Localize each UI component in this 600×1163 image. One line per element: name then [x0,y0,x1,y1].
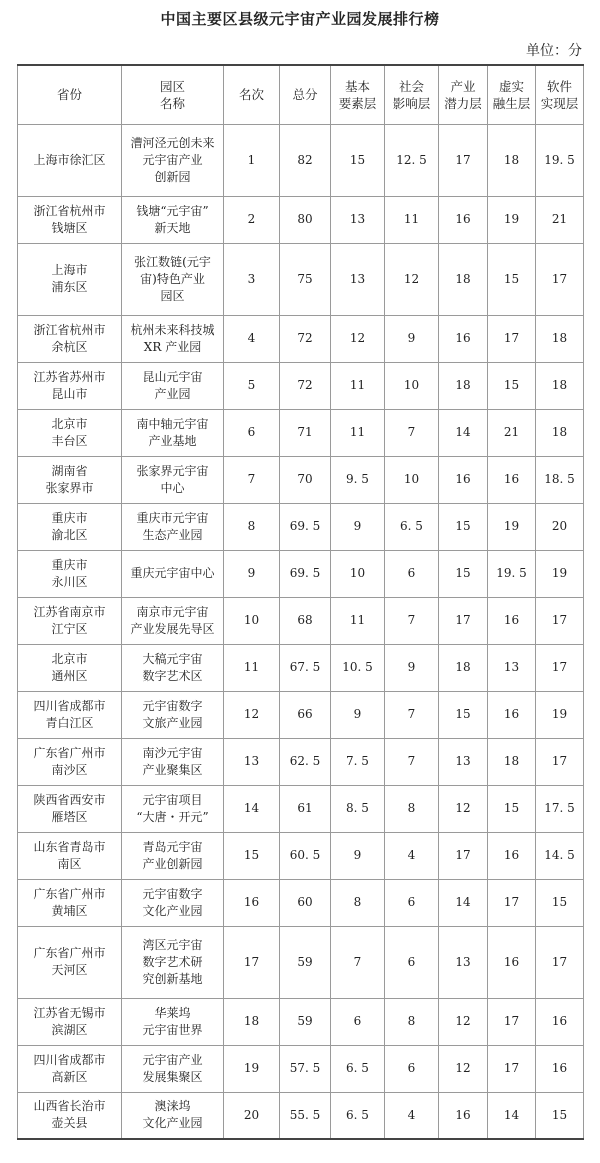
virtual-real-cell: 16 [488,597,536,644]
industry-potential-cell: 15 [439,691,488,738]
rank-cell: 15 [224,832,280,879]
industry-potential-cell: 18 [439,644,488,691]
park-name-cell: 南中轴元宇宙 产业基地 [122,409,224,456]
basic-elements-cell: 6. 5 [331,1045,385,1092]
industry-potential-cell: 18 [439,243,488,315]
software-cell: 16 [536,998,584,1045]
industry-potential-cell: 15 [439,503,488,550]
virtual-real-cell: 18 [488,124,536,196]
table-row [18,1092,584,1139]
total-score-cell: 69. 5 [280,550,331,597]
industry-potential-cell: 13 [439,926,488,998]
social-impact-cell: 9 [385,315,439,362]
software-cell: 19. 5 [536,124,584,196]
basic-elements-cell: 6 [331,998,385,1045]
basic-elements-cell: 11 [331,597,385,644]
park-name-cell: 澳涞坞 文化产业园 [122,1092,224,1139]
virtual-real-cell: 16 [488,691,536,738]
province-cell: 江苏省南京市 江宁区 [18,597,122,644]
header-social-impact: 社会 影响层 [385,65,439,124]
rank-cell: 19 [224,1045,280,1092]
total-score-cell: 72 [280,362,331,409]
total-score-cell: 55. 5 [280,1092,331,1139]
virtual-real-cell: 21 [488,409,536,456]
rank-cell: 9 [224,550,280,597]
software-cell: 15 [536,1092,584,1139]
table-row [18,879,584,926]
province-cell: 四川省成都市 高新区 [18,1045,122,1092]
social-impact-cell: 7 [385,597,439,644]
total-score-cell: 66 [280,691,331,738]
rank-cell: 14 [224,785,280,832]
basic-elements-cell: 7 [331,926,385,998]
park-name-cell: 重庆元宇宙中心 [122,550,224,597]
province-cell: 重庆市 渝北区 [18,503,122,550]
industry-potential-cell: 15 [439,550,488,597]
header-industry-potential: 产业 潜力层 [439,65,488,124]
virtual-real-cell: 16 [488,456,536,503]
header-total-score: 总分 [280,65,331,124]
table-row [18,738,584,785]
park-name-cell: 青岛元宇宙 产业创新园 [122,832,224,879]
basic-elements-cell: 9 [331,691,385,738]
unit-label: 单位：分 [526,43,582,59]
park-name-cell: 张江数链(元宇 宙)特色产业 园区 [122,243,224,315]
industry-potential-cell: 17 [439,124,488,196]
rank-cell: 2 [224,196,280,243]
basic-elements-cell: 13 [331,243,385,315]
social-impact-cell: 10 [385,456,439,503]
park-name-cell: 钱塘“元宇宙” 新天地 [122,196,224,243]
total-score-cell: 82 [280,124,331,196]
table-row [18,456,584,503]
basic-elements-cell: 11 [331,362,385,409]
virtual-real-cell: 16 [488,832,536,879]
header-park-name: 园区 名称 [122,65,224,124]
industry-potential-cell: 12 [439,1045,488,1092]
software-cell: 17 [536,644,584,691]
table-row [18,315,584,362]
rank-cell: 5 [224,362,280,409]
industry-potential-cell: 16 [439,315,488,362]
industry-potential-cell: 12 [439,785,488,832]
basic-elements-cell: 7. 5 [331,738,385,785]
rank-cell: 4 [224,315,280,362]
park-name-cell: 湾区元宇宙 数字艺术研 究创新基地 [122,926,224,998]
table-row [18,243,584,315]
header-rank: 名次 [224,65,280,124]
rank-cell: 7 [224,456,280,503]
park-name-cell: 重庆市元宇宙 生态产业园 [122,503,224,550]
social-impact-cell: 4 [385,1092,439,1139]
total-score-cell: 59 [280,998,331,1045]
total-score-cell: 69. 5 [280,503,331,550]
software-cell: 18 [536,409,584,456]
software-cell: 15 [536,879,584,926]
total-score-cell: 80 [280,196,331,243]
table-row [18,832,584,879]
province-cell: 上海市 浦东区 [18,243,122,315]
total-score-cell: 61 [280,785,331,832]
social-impact-cell: 8 [385,785,439,832]
social-impact-cell: 10 [385,362,439,409]
province-cell: 山东省青岛市 南区 [18,832,122,879]
total-score-cell: 67. 5 [280,644,331,691]
province-cell: 四川省成都市 青白江区 [18,691,122,738]
software-cell: 20 [536,503,584,550]
park-name-cell: 南沙元宇宙 产业聚集区 [122,738,224,785]
virtual-real-cell: 15 [488,362,536,409]
social-impact-cell: 6 [385,550,439,597]
province-cell: 浙江省杭州市 钱塘区 [18,196,122,243]
social-impact-cell: 4 [385,832,439,879]
table-body [18,124,584,1139]
header-basic-elements: 基本 要素层 [331,65,385,124]
social-impact-cell: 6. 5 [385,503,439,550]
province-cell: 北京市 通州区 [18,644,122,691]
province-cell: 山西省长治市 壶关县 [18,1092,122,1139]
table-row [18,926,584,998]
software-cell: 21 [536,196,584,243]
rank-cell: 17 [224,926,280,998]
industry-potential-cell: 14 [439,879,488,926]
rank-cell: 6 [224,409,280,456]
park-name-cell: 漕河泾元创未来 元宇宙产业 创新园 [122,124,224,196]
industry-potential-cell: 16 [439,1092,488,1139]
industry-potential-cell: 17 [439,597,488,644]
social-impact-cell: 7 [385,738,439,785]
total-score-cell: 68 [280,597,331,644]
table-row [18,691,584,738]
header-virtual-real: 虚实 融生层 [488,65,536,124]
social-impact-cell: 11 [385,196,439,243]
header-row [18,65,584,124]
park-name-cell: 大稿元宇宙 数字艺术区 [122,644,224,691]
virtual-real-cell: 15 [488,785,536,832]
software-cell: 18 [536,362,584,409]
province-cell: 广东省广州市 天河区 [18,926,122,998]
province-cell: 上海市徐汇区 [18,124,122,196]
virtual-real-cell: 17 [488,998,536,1045]
province-cell: 湖南省 张家界市 [18,456,122,503]
virtual-real-cell: 16 [488,926,536,998]
page-title: 中国主要区县级元宇宙产业园发展排行榜 [160,10,440,28]
table-row [18,597,584,644]
table-row [18,362,584,409]
total-score-cell: 62. 5 [280,738,331,785]
table-row [18,124,584,196]
park-name-cell: 张家界元宇宙 中心 [122,456,224,503]
rank-cell: 18 [224,998,280,1045]
software-cell: 19 [536,691,584,738]
software-cell: 18. 5 [536,456,584,503]
virtual-real-cell: 17 [488,1045,536,1092]
basic-elements-cell: 13 [331,196,385,243]
social-impact-cell: 12 [385,243,439,315]
total-score-cell: 60 [280,879,331,926]
software-cell: 18 [536,315,584,362]
total-score-cell: 71 [280,409,331,456]
table-row [18,550,584,597]
province-cell: 江苏省无锡市 滨湖区 [18,998,122,1045]
total-score-cell: 57. 5 [280,1045,331,1092]
industry-potential-cell: 18 [439,362,488,409]
rank-cell: 16 [224,879,280,926]
header-software: 软件 实现层 [536,65,584,124]
social-impact-cell: 7 [385,691,439,738]
social-impact-cell: 12. 5 [385,124,439,196]
province-cell: 北京市 丰台区 [18,409,122,456]
province-cell: 重庆市 永川区 [18,550,122,597]
province-cell: 浙江省杭州市 余杭区 [18,315,122,362]
rank-cell: 10 [224,597,280,644]
rank-cell: 3 [224,243,280,315]
table-row [18,644,584,691]
social-impact-cell: 8 [385,998,439,1045]
social-impact-cell: 6 [385,1045,439,1092]
basic-elements-cell: 15 [331,124,385,196]
software-cell: 16 [536,1045,584,1092]
province-cell: 江苏省苏州市 昆山市 [18,362,122,409]
rank-cell: 20 [224,1092,280,1139]
rank-cell: 12 [224,691,280,738]
social-impact-cell: 9 [385,644,439,691]
basic-elements-cell: 8. 5 [331,785,385,832]
virtual-real-cell: 19 [488,503,536,550]
virtual-real-cell: 13 [488,644,536,691]
park-name-cell: 华莱坞 元宇宙世界 [122,998,224,1045]
park-name-cell: 元宇宙数字 文化产业园 [122,879,224,926]
rank-cell: 11 [224,644,280,691]
industry-potential-cell: 12 [439,998,488,1045]
basic-elements-cell: 9. 5 [331,456,385,503]
park-name-cell: 元宇宙项目 “大唐・开元” [122,785,224,832]
park-name-cell: 南京市元宇宙 产业发展先导区 [122,597,224,644]
table-row [18,409,584,456]
basic-elements-cell: 9 [331,503,385,550]
park-name-cell: 元宇宙产业 发展集聚区 [122,1045,224,1092]
ranking-table [17,64,584,1140]
total-score-cell: 72 [280,315,331,362]
park-name-cell: 元宇宙数字 文旅产业园 [122,691,224,738]
virtual-real-cell: 19. 5 [488,550,536,597]
virtual-real-cell: 19 [488,196,536,243]
rank-cell: 13 [224,738,280,785]
software-cell: 14. 5 [536,832,584,879]
total-score-cell: 60. 5 [280,832,331,879]
software-cell: 17. 5 [536,785,584,832]
rank-cell: 1 [224,124,280,196]
basic-elements-cell: 6. 5 [331,1092,385,1139]
total-score-cell: 70 [280,456,331,503]
industry-potential-cell: 17 [439,832,488,879]
park-name-cell: 昆山元宇宙 产业园 [122,362,224,409]
social-impact-cell: 6 [385,926,439,998]
virtual-real-cell: 15 [488,243,536,315]
virtual-real-cell: 14 [488,1092,536,1139]
province-cell: 陕西省西安市 雁塔区 [18,785,122,832]
virtual-real-cell: 17 [488,315,536,362]
table-row [18,998,584,1045]
virtual-real-cell: 17 [488,879,536,926]
basic-elements-cell: 9 [331,832,385,879]
basic-elements-cell: 10. 5 [331,644,385,691]
total-score-cell: 75 [280,243,331,315]
province-cell: 广东省广州市 黄埔区 [18,879,122,926]
software-cell: 17 [536,738,584,785]
province-cell: 广东省广州市 南沙区 [18,738,122,785]
park-name-cell: 杭州未来科技城 XR 产业园 [122,315,224,362]
header-province: 省份 [18,65,122,124]
table-row [18,1045,584,1092]
table-row [18,785,584,832]
total-score-cell: 59 [280,926,331,998]
table-row [18,196,584,243]
basic-elements-cell: 12 [331,315,385,362]
virtual-real-cell: 18 [488,738,536,785]
software-cell: 17 [536,597,584,644]
software-cell: 19 [536,550,584,597]
industry-potential-cell: 13 [439,738,488,785]
software-cell: 17 [536,926,584,998]
industry-potential-cell: 16 [439,196,488,243]
social-impact-cell: 6 [385,879,439,926]
industry-potential-cell: 14 [439,409,488,456]
rank-cell: 8 [224,503,280,550]
basic-elements-cell: 10 [331,550,385,597]
table-row [18,503,584,550]
industry-potential-cell: 16 [439,456,488,503]
social-impact-cell: 7 [385,409,439,456]
basic-elements-cell: 11 [331,409,385,456]
software-cell: 17 [536,243,584,315]
basic-elements-cell: 8 [331,879,385,926]
